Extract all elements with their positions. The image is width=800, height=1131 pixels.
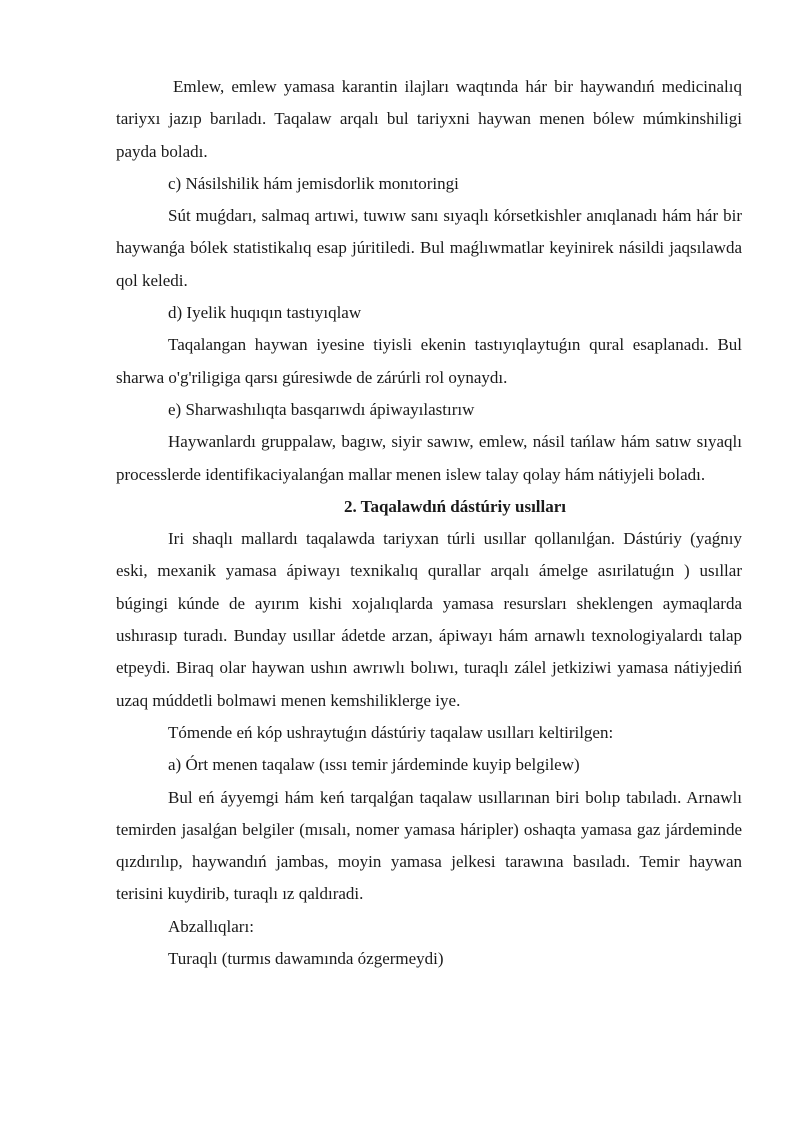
paragraph-breeding-statistics: Sút muǵdarı, salmaq artıwi, tuwıw sanı sıyaqlı kórsetkishler anıqlanadı hám hár bir haywanǵa bólek statistikalıq esap júritiledi. Bul maǵlıwmatlar keyinirek násildi jaqsılawda qol keledi. [116,206,742,290]
list-item-ownership: d) Iyelik huqıqın tastıyıqlaw [168,303,362,323]
list-item-management: e) Sharwashılıqta basqarıwdı ápiwayılastırıw [168,399,475,419]
list-intro: Tómende eń kóp ushraytuǵın dástúriy taqalaw usılları keltirilgen: [168,722,614,742]
advantages-label: Abzallıqları: [168,916,254,936]
document-page [116,71,742,975]
paragraph-traditional-methods: Iri shaqlı mallardı taqalawda tariyxan túrli usıllar qollanılǵan. Dástúriy (yaǵnıy eski, mexanik yamasa ápiwayı texnikalıq qurallar arqalı ámelge asırilatuǵın ) usıllar búgingi kúnde de ayırım kishi xojalıqlarda yamasa resursları sheklengen aymaqlarda ushırasıp turadı. Bunday usıllar ádetde arzan, ápiwayı hám arnawlı texnologiyalardı talap etpeydi. Biraq olar haywan ushın awrıwlı bolıwı, turaqlı zálel jetkiziwi yamasa nátiyjediń uzaq múddetli bolmawi menen kemshiliklerge iye. [116,529,742,710]
list-item-hot-branding: a) Órt menen taqalaw (ıssı temir járdeminde kuyip belgilew) [168,755,580,775]
list-item-breeding-monitoring: c) Násilshilik hám jemisdorlik monıtoringi [168,173,459,193]
advantage-item: Turaqlı (turmıs dawamında ózgermeydi) [168,949,444,969]
paragraph-medical-history: Emlew, emlew yamasa karantin ilajları waqtında hár bir haywandıń medicinalıq tariyxı jazıp barıladı. Taqalaw arqalı bul tariyxni haywan menen bólew múmkinshiligi payda boladı. [116,77,742,161]
paragraph-ownership: Taqalangan haywan iyesine tiyisli ekenin tastıyıqlaytuǵın qural esaplanadı. Bul sharwa o'g'riligiga qarsı gúresiwde de zárúrli rol oynaydı. [116,335,742,387]
paragraph-hot-branding: Bul eń áyyemgi hám keń tarqalǵan taqalaw usıllarınan biri bolıp tabıladı. Arnawlı temirden jasalǵan belgiler (mısalı, nomer yamasa háripler) oshaqta yamasa gaz járdeminde qızdırılıp, haywandıń jambas, moyin yamasa jelkesi tarawına basıladı. Temir haywan terisini kuydirib, turaqlı ız qaldıradi. [116,787,742,904]
section-heading: 2. Taqalawdıń dástúriy usılları [343,496,567,516]
paragraph-management: Haywanlardı gruppalaw, bagıw, siyir sawıw, emlew, násil tańlaw hám satıw sıyaqlı processlerde identifikaciyalanǵan mallar menen islew talay qolay hám nátiyjeli boladı. [116,432,742,484]
